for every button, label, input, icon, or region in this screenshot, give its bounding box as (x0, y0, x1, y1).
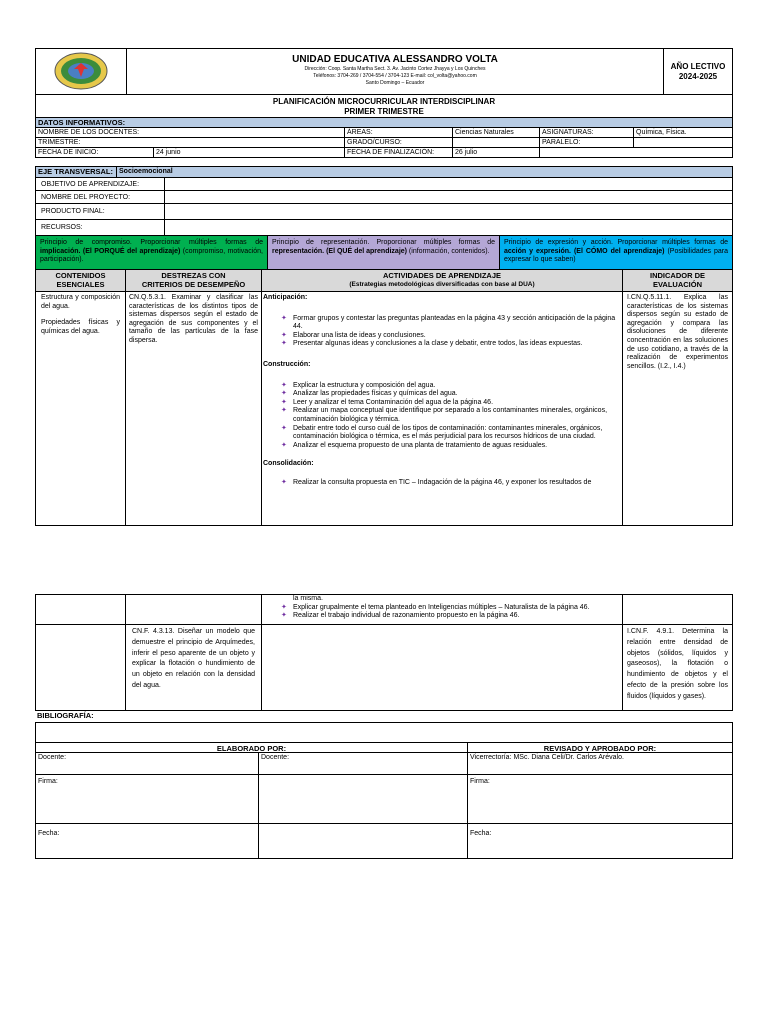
eje-value: Socioemocional (116, 166, 733, 178)
principle-engagement-bold: implicación. (El PORQUÉ del aprendizaje) (40, 247, 181, 255)
destrezas-cell (125, 291, 262, 526)
list-item: ✦ Analizar el esquema propuesto de una planta de tratamiento de aguas residuales. (293, 442, 618, 451)
objetivo-label: OBJETIVO DE APRENDIZAJE: (35, 177, 165, 191)
firma-2: Firma: (467, 774, 733, 824)
list-item: ✦ Elaborar una lista de ideas y conclusiones. (293, 332, 618, 341)
list-item: ✦ Presentar algunas ideas y conclusiones a la clase y debatir, entre todos, las ideas expuestas. (293, 340, 618, 349)
indicador-cell (622, 291, 733, 526)
header-actividades (261, 269, 623, 292)
trimestre-label: TRIMESTRE: (35, 137, 345, 148)
plan-title-cell (35, 94, 733, 118)
anticipacion-list (263, 315, 618, 349)
principle-expression-intro: Principio de expresión y acción. Proporcionar múltiples formas de (504, 239, 728, 246)
header-actividades-title: ACTIVIDADES DE APRENDIZAJE (382, 271, 502, 280)
revisado-heading: REVISADO Y APROBADO POR: (467, 742, 733, 753)
principle-engagement-rest: (compromiso, motivación, participación). (40, 247, 263, 264)
fecha-docente-2 (258, 823, 468, 859)
list-item: ✦ Analizar las propiedades físicas y químicas del agua. (293, 390, 618, 399)
firma-1: Firma: (35, 774, 259, 824)
contenidos-cell (35, 291, 126, 526)
row2-actividades-cell (261, 624, 623, 711)
list-item: ✦ Explicar la estructura y composición del agua. (293, 382, 618, 391)
eje-label: EJE TRANSVERSAL: (35, 166, 117, 178)
school-year-cell (663, 48, 733, 95)
areas-label: ÁREAS: (344, 127, 453, 138)
list-item: ✦ Realizar un mapa conceptual que identifique por separado a los contaminantes minerales, orgánicos, contaminación biológica y térmica. (293, 407, 618, 424)
school-logo-icon (36, 49, 126, 94)
docentes-label: NOMBRE DE LOS DOCENTES: (35, 127, 345, 138)
inicio-label: FECHA DE INICIO: (35, 147, 154, 158)
trimester-title: PRIMER TRIMESTRE (344, 107, 424, 116)
firma-docente-2 (258, 774, 468, 824)
contenido-1: Estructura y composición del agua. (41, 294, 120, 310)
datos-informativos-heading: DATOS INFORMATIVOS: (35, 117, 733, 128)
fecha-1: Fecha: (35, 823, 259, 859)
construccion-list (263, 382, 618, 451)
consolidacion-heading: Consolidación: (263, 460, 314, 468)
principle-representation-intro: Principio de representación. Proporcionar múltiples formas de (272, 239, 495, 246)
cont-contenidos-cell (35, 594, 126, 625)
areas-value: Ciencias Naturales (452, 127, 540, 138)
year-value: 2024-2025 (678, 72, 718, 81)
indicador-1: I.CN.Q.5.11.1. Explica las características de los sistemas dispersos según su estado de agregación y compara las disoluciones de diferente concentración en las soluciones de uso cotidiano, a través de la realización de experimentos sencillos. (I.2., I.4.) (627, 294, 728, 370)
fin-empty (539, 147, 733, 158)
cont-actividades-cell (261, 594, 623, 625)
list-item: ✦ Explicar grupalmente el tema planteado en Inteligencias múltiples – Naturalista de la página 46. (293, 604, 618, 613)
school-name: UNIDAD EDUCATIVA ALESSANDRO VOLTA (292, 54, 498, 65)
producto-value (164, 203, 733, 220)
cont-list (263, 604, 618, 621)
row2-indicador-cell (622, 624, 733, 711)
principle-representation (267, 235, 500, 270)
fecha-2: Fecha: (467, 823, 733, 859)
list-item: ✦ Debatir entre todo el curso cuál de los tipos de contaminación: contaminantes minerales, orgánicos, contaminación biológica o térmica, es el más perjudicial para los recursos hídricos de una ciudad. (293, 425, 618, 442)
destreza-2: CN.F. 4.3.13. Diseñar un modelo que demuestre el principio de Arquímedes, inferir el peso aparente de un objeto y explicar la flotación o hundimiento de un objeto en relación con la densidad del agua. (132, 628, 255, 689)
header-indicador: INDICADOR DE EVALUACIÓN (622, 269, 733, 292)
principle-engagement (35, 235, 268, 270)
indicador-2: I.CN.F. 4.9.1. Determina la relación entre densidad de objetos (sólidos, líquidos y gaseosos), la flotación o hundimiento de objetos y el efecto de la presión sobre los fluidos (líquidos y gases). (627, 628, 728, 700)
school-header-cell (126, 48, 664, 95)
actividades-cell (261, 291, 623, 526)
proyecto-label: NOMBRE DEL PROYECTO: (35, 190, 165, 204)
principle-engagement-intro: Principio de compromiso. Proporcionar múltiples formas de (40, 239, 263, 246)
asignaturas-label: ASIGNATURAS: (539, 127, 634, 138)
producto-label: PRODUCTO FINAL: (35, 203, 165, 220)
anticipacion-heading: Anticipación: (263, 294, 308, 301)
list-item: ✦ Formar grupos y contestar las preguntas planteadas en la página 43 y sección anticipación de la página 44. (293, 315, 618, 332)
list-item: ✦ Leer y analizar el tema Contaminación del agua de la página 46. (293, 399, 618, 408)
paralelo-label: PARALELO: (539, 137, 634, 148)
bibliografia-label: BIBLIOGRAFÍA: (37, 711, 94, 720)
grado-label: GRADO/CURSO: (344, 137, 453, 148)
inicio-value: 24 junio (153, 147, 345, 158)
school-phones: Teléfonos: 3704-269 / 3704-554 / 3704-123 E-mail: col_volta@yahoo.com (313, 72, 477, 79)
header-contenidos: CONTENIDOS ESENCIALES (35, 269, 126, 292)
list-item: ✦ Realizar la consulta propuesta en TIC – Indagación de la página 46, y exponer los resultados de (293, 479, 618, 488)
principle-expression (499, 235, 733, 270)
year-label: AÑO LECTIVO (670, 62, 726, 71)
cont-indicador-cell (622, 594, 733, 625)
asignaturas-value: Química, Física. (633, 127, 733, 138)
principle-expression-rest: (Posibilidades para expresar lo que saben) (504, 247, 728, 264)
principle-representation-rest: (información, contenidos). (406, 247, 490, 255)
fin-value: 26 julio (452, 147, 540, 158)
recursos-label: RECURSOS: (35, 219, 165, 236)
contenido-2: Propiedades físicas y químicas del agua. (41, 319, 120, 335)
docente-1: Docente: (35, 752, 259, 775)
row2-destrezas-cell (125, 624, 262, 711)
school-address: Dirección: Coop. Santa Martha Sect. 3. Av. Jacinto Cortez Jhayya y Los Quinches (304, 66, 486, 72)
principle-representation-bold: representación. (El QUÉ del aprendizaje) (272, 247, 407, 255)
list-item: ✦ Realizar el trabajo individual de razonamiento propuesto en la página 46. (293, 612, 618, 621)
principle-expression-bold: acción y expresión. (El CÓMO del aprendizaje) (504, 247, 665, 255)
header-destrezas: DESTREZAS CON CRITERIOS DE DESEMPEÑO (125, 269, 262, 292)
destreza-1: CN.Q.5.3.1. Examinar y clasificar las características de los distintos tipos de sistemas dispersos según el estado de agregación de sus componentes y el tamaño de las partículas de la fase dispersa. (129, 294, 258, 344)
bibliografia-box (35, 722, 733, 743)
objetivo-value (164, 177, 733, 191)
plan-title: PLANIFICACIÓN MICROCURRICULAR INTERDISCIPLINAR (272, 97, 496, 106)
header-actividades-sub: (Estrategias metodológicas diversificadas con base al DUA) (349, 280, 535, 288)
construccion-heading: Construcción: (263, 360, 311, 368)
row2-contenidos-cell (35, 624, 126, 711)
cont-text: la misma. (293, 595, 323, 602)
docente-2: Docente: (258, 752, 468, 775)
vicerrectoria: Vicerrectoría: MSc. Diana Celi/Dr. Carlos Arévalo. (467, 752, 733, 775)
logo-cell (35, 48, 127, 95)
recursos-value (164, 219, 733, 236)
elaborado-heading: ELABORADO POR: (35, 742, 468, 753)
cont-destrezas-cell (125, 594, 262, 625)
school-city: Santo Domingo – Ecuador (365, 80, 425, 86)
consolidacion-list (263, 479, 618, 488)
fin-label: FECHA DE FINALIZACIÓN: (344, 147, 453, 158)
proyecto-value (164, 190, 733, 204)
